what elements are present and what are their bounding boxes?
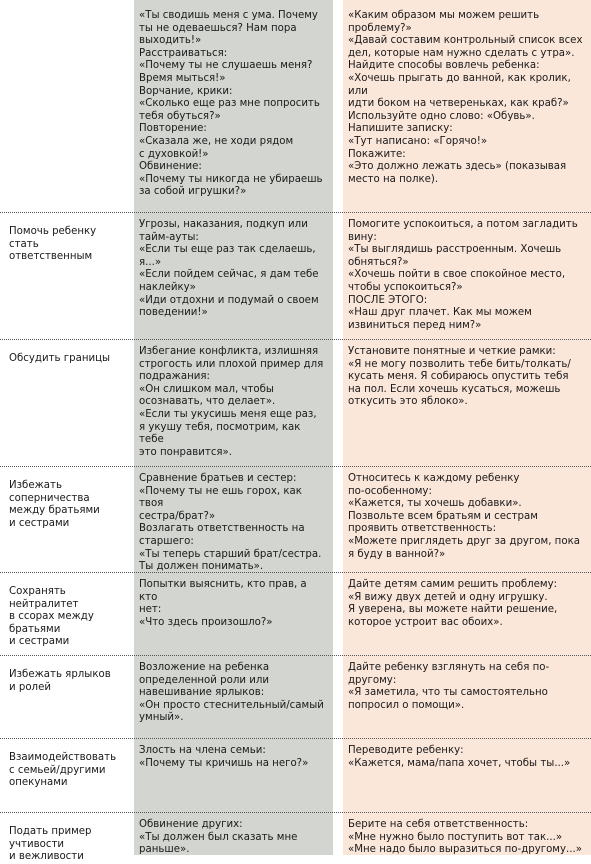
- avoid-cell-line: тебя обуться?»: [139, 110, 221, 122]
- avoid-cell-line: старшего:: [139, 535, 194, 547]
- instead-cell: [343, 340, 591, 467]
- row-divider: [0, 655, 591, 656]
- row-divider: [0, 339, 591, 340]
- instead-cell-line: идти боком на четвереньках, как краб?»: [348, 98, 569, 110]
- avoid-cell-line: «Ты теперь старший брат/сестра.: [139, 548, 322, 560]
- instead-cell-line: Напишите записку:: [348, 123, 453, 135]
- instead-cell-line: Установите понятные и четкие рамки:: [348, 346, 556, 357]
- avoid-cell: [134, 573, 333, 656]
- instead-cell-line: «Кажется, ты хочешь добавки».: [348, 498, 522, 510]
- avoid-cell: [134, 656, 333, 739]
- avoid-cell-line: Время мыться!»: [139, 72, 226, 84]
- goal-cell-line: опекунами: [9, 777, 68, 789]
- avoid-cell-line: раньше».: [139, 844, 190, 856]
- instead-cell-line: «Наш друг плачет. Как мы можем: [348, 307, 532, 319]
- avoid-cell-line: Угрозы, наказания, подкуп или: [139, 219, 308, 230]
- avoid-cell: [134, 813, 333, 855]
- avoid-cell-line: Сравнение братьев и сестер:: [139, 473, 297, 484]
- avoid-cell: [134, 0, 333, 213]
- goal-cell-line: Обсудить границы: [9, 353, 111, 364]
- avoid-cell-line: «Почему ты не ешь горох, как твоя: [139, 485, 306, 510]
- instead-cell-line: на пол. Если хочешь кусаться, можешь: [348, 383, 561, 395]
- goal-cell-line: с семьей/другими: [9, 764, 106, 776]
- row-divider: [0, 738, 591, 739]
- instead-cell-line: Дайте детям самим решить проблему:: [348, 579, 558, 590]
- goal-cell-line: и сестрами: [9, 517, 70, 529]
- instead-cell-line: «Мне надо было выразиться по-другому...»: [348, 844, 582, 856]
- instead-cell: [343, 213, 591, 340]
- avoid-cell-line: «Он слишком мал, чтобы: [139, 383, 274, 395]
- avoid-cell-line: «Что здесь произошло?»: [139, 616, 273, 628]
- avoid-cell-line: я...»: [139, 256, 162, 268]
- instead-cell: [343, 656, 591, 739]
- avoid-cell-line: «Иди отдохни и подумай о своем: [139, 294, 319, 306]
- avoid-cell-line: Расстраиваться:: [139, 47, 228, 59]
- avoid-cell-line: «Сказала же, не ходи рядом: [139, 135, 294, 147]
- instead-cell-line: ПОСЛЕ ЭТОГО:: [348, 294, 428, 306]
- goal-cell-line: и сестрами: [9, 636, 70, 648]
- goal-cell-line: Взаимодействовать: [9, 752, 117, 763]
- row-divider: [0, 812, 591, 813]
- avoid-cell-line: поведении!»: [139, 307, 208, 319]
- instead-cell-line: Используйте одно слово: «Обувь».: [348, 110, 535, 122]
- avoid-cell-line: «Он просто стеснительный/самый: [139, 699, 324, 711]
- avoid-cell-line: Ворчание, крики:: [139, 85, 233, 97]
- avoid-cell-line: Обвинение других:: [139, 819, 243, 830]
- avoid-cell-line: определенной роли или: [139, 674, 269, 686]
- avoid-cell: [134, 213, 333, 340]
- goal-cell-line: Избежать: [9, 480, 62, 491]
- instead-cell-line: попросил о помощи».: [348, 699, 465, 711]
- instead-cell-line: «Я вижу двух детей и одну игрушку.: [348, 591, 548, 603]
- avoid-cell: [134, 340, 333, 467]
- instead-cell-line: «Хочешь прыгать до ванной, как кролик, или: [348, 72, 575, 97]
- avoid-cell-line: Повторение:: [139, 123, 207, 135]
- goal-cell: [0, 213, 124, 340]
- instead-cell: [343, 739, 591, 813]
- avoid-cell-line: тайм-ауты:: [139, 231, 199, 243]
- instead-cell: [343, 813, 591, 855]
- avoid-cell-line: с духовкой!»: [139, 148, 209, 160]
- avoid-cell-line: я укушу тебя, посмотрим, как тебе: [139, 421, 304, 446]
- instead-cell-line: «Это должно лежать здесь» (показывая: [348, 161, 567, 173]
- avoid-cell: [134, 739, 333, 813]
- avoid-cell-line: «Если ты еще раз так сделаешь,: [139, 244, 316, 256]
- instead-cell-line: Покажите:: [348, 148, 406, 160]
- goal-cell-line: и вежливости: [9, 851, 84, 863]
- row-divider: [0, 212, 591, 213]
- avoid-cell-line: «Если пойдем сейчас, я дам тебе: [139, 269, 319, 281]
- goal-cell: [0, 813, 124, 863]
- goal-cell-line: братьями: [9, 623, 61, 635]
- goal-cell-line: и ролей: [9, 681, 51, 693]
- avoid-cell-line: «Сколько еще раз мне попросить: [139, 98, 320, 110]
- instead-cell-line: кусать меня. Я собираюсь опустить тебя: [348, 371, 569, 383]
- avoid-cell-line: за собой игрушки?»: [139, 186, 247, 198]
- instead-cell-line: «Я не могу позволить тебе бить/толкать/: [348, 358, 571, 370]
- instead-cell-line: Переводите ребенку:: [348, 745, 464, 756]
- instead-cell-line: обняться?»: [348, 256, 409, 268]
- avoid-cell-line: нет:: [139, 604, 162, 616]
- avoid-cell-line: выходить!»: [139, 35, 202, 47]
- goal-cell-line: Сохранять: [9, 586, 66, 597]
- avoid-cell-line: наклейку»: [139, 281, 196, 293]
- instead-cell-line: откусить это яблоко».: [348, 396, 468, 408]
- avoid-cell-line: «Почему ты не слушаешь меня?: [139, 60, 313, 72]
- instead-cell-line: Позвольте всем братьям и сестрам: [348, 510, 538, 522]
- avoid-cell-line: Возложение на ребенка: [139, 662, 270, 673]
- avoid-cell-line: Избегание конфликта, излишняя: [139, 346, 319, 357]
- avoid-cell-line: это понравится».: [139, 446, 233, 458]
- instead-cell-line: Найдите способы вовлечь ребенка:: [348, 60, 540, 72]
- avoid-cell-line: «Почему ты кричишь на него?»: [139, 757, 309, 769]
- avoid-cell-line: Ты должен понимать».: [139, 561, 264, 573]
- instead-cell: [343, 573, 591, 656]
- instead-cell: [343, 0, 591, 213]
- goal-cell-line: Подать пример: [9, 826, 92, 837]
- instead-cell-line: по-особенному:: [348, 485, 432, 497]
- instead-cell-line: Дайте ребенку взглянуть на себя по-: [348, 662, 550, 673]
- avoid-cell-line: строгость или плохой пример для: [139, 358, 324, 370]
- goal-cell: [0, 340, 124, 467]
- avoid-cell-line: ты не одеваешься? Нам пора: [139, 22, 297, 34]
- instead-cell-line: которое устроит вас обоих».: [348, 616, 503, 628]
- goal-cell-line: в ссорах между: [9, 611, 94, 623]
- instead-cell-line: «Ты выглядишь расстроенным. Хочешь: [348, 244, 562, 256]
- instead-cell-line: «Можете приглядеть друг за другом, пока: [348, 535, 580, 547]
- row-divider: [0, 466, 591, 467]
- goal-cell-line: между братьями: [9, 505, 100, 517]
- avoid-cell: [134, 467, 333, 573]
- instead-cell: [343, 467, 591, 573]
- instead-cell-line: «Мне нужно было поступить вот так...»: [348, 831, 563, 843]
- goal-cell: [0, 467, 124, 573]
- instead-cell-line: Берите на себя ответственность:: [348, 819, 529, 830]
- goal-cell-line: стать ответственным: [9, 238, 93, 263]
- instead-cell-line: Относитесь к каждому ребенку: [348, 473, 520, 484]
- avoid-cell-line: «Ты сводишь меня с ума. Почему: [139, 10, 318, 21]
- goal-cell-line: соперничества: [9, 492, 90, 504]
- avoid-cell-line: «Если ты укусишь меня еще раз,: [139, 408, 317, 420]
- avoid-cell-line: умный».: [139, 712, 184, 724]
- avoid-cell-line: Обвинение:: [139, 161, 202, 173]
- instead-cell-line: место на полке).: [348, 173, 439, 185]
- goal-cell-line: учтивости: [9, 838, 64, 850]
- avoid-cell-line: навешивание ярлыков:: [139, 687, 265, 699]
- instead-cell-line: дел, которые нам нужно сделать с утра».: [348, 47, 575, 59]
- instead-cell-line: «Тут написано: «Горячо!»: [348, 135, 488, 147]
- avoid-cell-line: осознавать, что делает».: [139, 396, 276, 408]
- instead-cell-line: я буду в ванной?»: [348, 548, 446, 560]
- avoid-cell-line: сестра/брат?»: [139, 510, 216, 522]
- instead-cell-line: «Я заметила, что ты самостоятельно: [348, 687, 548, 699]
- avoid-cell-line: подражания:: [139, 371, 210, 383]
- instead-cell-line: проявить ответственность:: [348, 523, 496, 535]
- instead-cell-line: извиниться перед ним?»: [348, 319, 482, 331]
- instead-cell-line: «Кажется, мама/папа хочет, чтобы ты...»: [348, 757, 571, 769]
- instead-cell-line: Я уверена, вы можете найти решение,: [348, 604, 558, 616]
- instead-cell-line: чтобы успокоиться?»: [348, 281, 463, 293]
- goal-cell: [0, 739, 124, 813]
- avoid-cell-line: Злость на члена семьи:: [139, 745, 266, 756]
- avoid-cell-line: Попытки выяснить, кто прав, а кто: [139, 579, 310, 603]
- goal-cell-line: нейтралитет: [9, 598, 79, 610]
- avoid-cell-line: «Почему ты никогда не убираешь: [139, 173, 323, 185]
- instead-cell-line: «Хочешь пойти в свое спокойное место,: [348, 269, 566, 281]
- instead-cell-line: другому:: [348, 674, 397, 686]
- instead-cell-line: «Давай составим контрольный список всех: [348, 35, 583, 47]
- instead-cell-line: «Каким образом мы можем решить: [348, 10, 540, 21]
- instead-cell-line: Помогите успокоиться, а потом загладить: [348, 219, 578, 230]
- goal-cell-line: Помочь ребенку: [9, 226, 97, 237]
- instead-cell-line: вину:: [348, 231, 377, 243]
- row-divider: [0, 572, 591, 573]
- goal-cell-line: Избежать ярлыков: [9, 669, 111, 680]
- avoid-cell-line: Возлагать ответственность на: [139, 523, 305, 535]
- avoid-cell-line: «Ты должен был сказать мне: [139, 831, 298, 843]
- goal-cell: [0, 656, 124, 739]
- goal-cell: [0, 573, 124, 656]
- instead-cell-line: проблему?»: [348, 22, 412, 34]
- goal-cell: [0, 0, 124, 213]
